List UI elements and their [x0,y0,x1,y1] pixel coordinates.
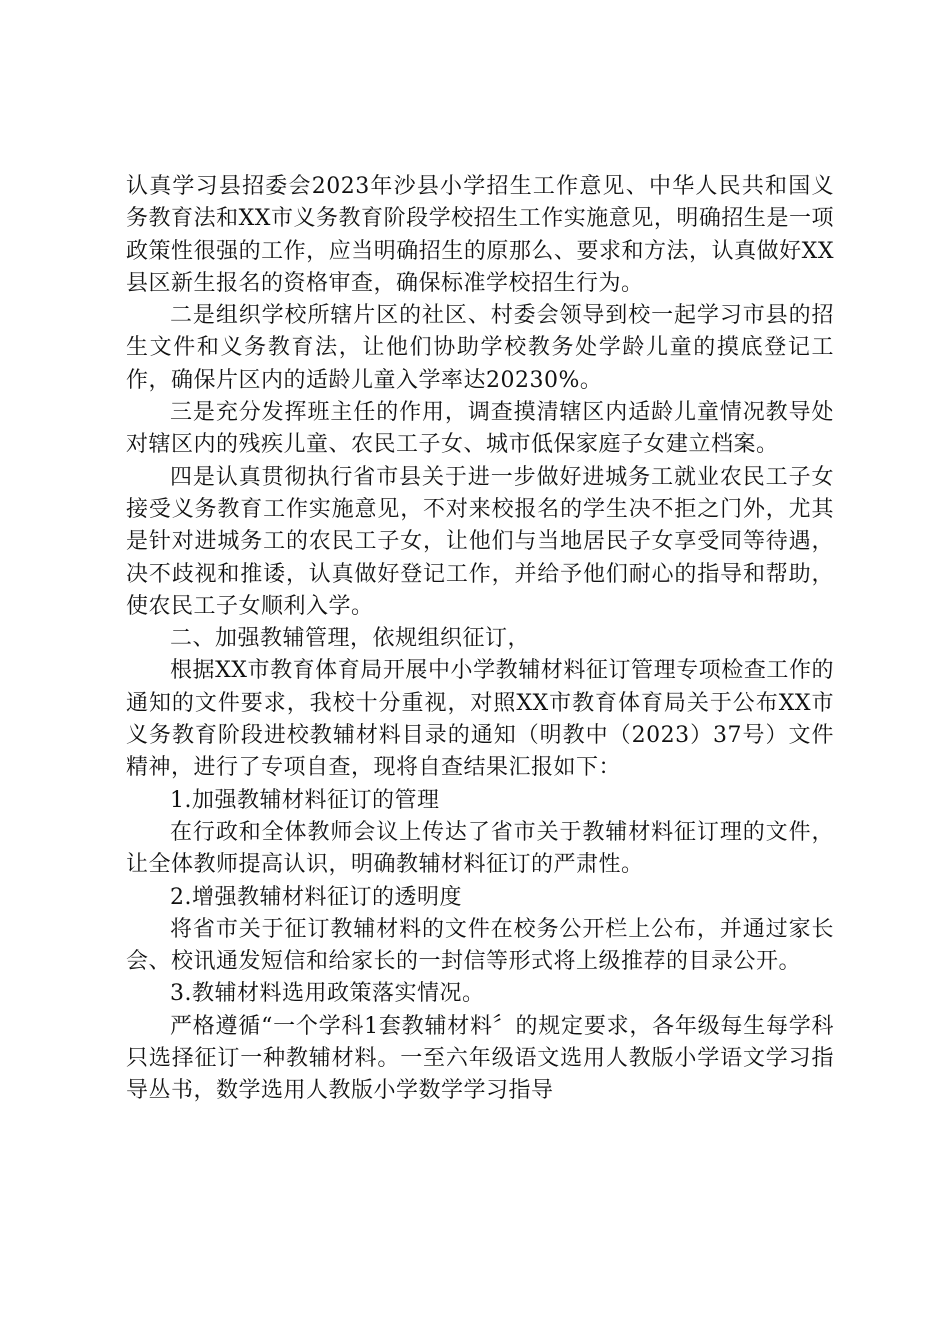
paragraph: 二是组织学校所辖片区的社区、村委会领导到校一起学习市县的招生文件和义务教育法，让他们协助学校教务处学龄儿童的摸底登记工作，确保片区内的适龄儿童入学率达20230%。 [126,303,834,393]
paragraph: 将省市关于征订教辅材料的文件在校务公开栏上公布，并通过家长会、校讯通发短信和给家长的一封信等形式将上级推荐的目录公开。 [126,916,834,975]
paragraph: 根据XX市教育体育局开展中小学教辅材料征订管理专项检查工作的通知的文件要求，我校十分重视，对照XX市教育体育局关于公布XX市义务教育阶段进校教辅材料目录的通知（明教中（2023）37号）文件精神，进行了专项自查，现将自查结果汇报如下： [126,658,834,781]
subsection-heading: 1.加强教辅材料征订的管理 [170,787,440,813]
paragraph: 认真学习县招委会2023年沙县小学招生工作意见、中华人民共和国义务教育法和XX市义务教育阶段学校招生工作实施意见，明确招生是一项政策性很强的工作，应当明确招生的原那么、要求和方法，认真做好XX县区新生报名的资格审查，确保标准学校招生行为。 [126,174,834,296]
paragraph: 严格遵循“一个学科1套教辅材料〞的规定要求，各年级每生每学科只选择征订一种教辅材料。一至六年级语文选用人教版小学语文学习指导丛书，数学选用人教版小学数学学习指导 [126,1013,834,1104]
section-heading: 二、加强教辅管理，依规组织征订， [170,626,531,652]
subsection-heading: 2.增强教辅材料征订的透明度 [170,884,462,910]
paragraph: 四是认真贯彻执行省市县关于进一步做好进城务工就业农民工子女接受义务教育工作实施意见，不对来校报名的学生决不拒之门外，尤其是针对进城务工的农民工子女，让他们与当地居民子女享受同等待遇，决不歧视和推诿，认真做好登记工作，并给予他们耐心的指导和帮助，使农民工子女顺利入学。 [126,464,834,619]
document-body [126,171,834,1108]
subsection-heading: 3.教辅材料选用政策落实情况。 [170,981,485,1007]
paragraph: 在行政和全体教师会议上传达了省市关于教辅材料征订理的文件，让全体教师提高认识，明确教辅材料征订的严肃性。 [126,819,834,878]
paragraph: 三是充分发挥班主任的作用，调查摸清辖区内适龄儿童情况教导处对辖区内的残疾儿童、农民工子女、城市低保家庭子女建立档案。 [126,400,834,458]
